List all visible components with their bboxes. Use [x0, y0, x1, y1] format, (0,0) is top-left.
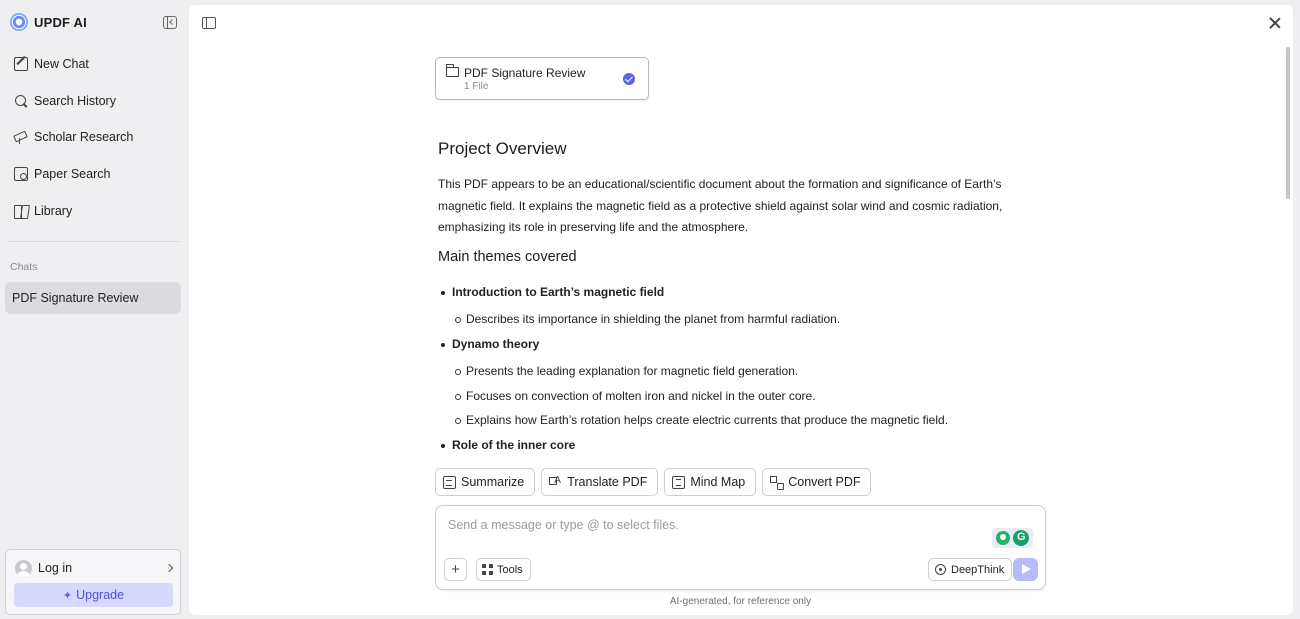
list-item: Introduction to Earth’s magnetic field — [452, 285, 665, 299]
tool-label: Translate PDF — [567, 475, 648, 489]
upgrade-button[interactable] — [14, 583, 173, 607]
convert-pdf-button[interactable] — [762, 468, 871, 496]
disclaimer: AI-generated, for reference only — [669, 596, 812, 607]
summarize-button[interactable] — [435, 468, 535, 496]
list-item: Explains how Earth’s rotation helps create electric currents that produce the magnetic field. — [466, 413, 949, 427]
login-button[interactable] — [15, 559, 172, 577]
convert-icon — [770, 476, 783, 489]
file-card-title: PDF Signature Review — [464, 66, 586, 80]
chat-item-active[interactable]: PDF Signature Review — [5, 282, 181, 314]
grammarly-icon[interactable] — [1013, 530, 1029, 546]
sidebar-item-scholar-research[interactable] — [14, 126, 133, 148]
message-composer — [435, 505, 1046, 590]
list-item: Presents the leading explanation for magnetic field generation. — [466, 364, 799, 378]
list-item: Dynamo theory — [452, 337, 540, 351]
collapse-sidebar-icon[interactable] — [163, 16, 177, 29]
scrollbar-thumb[interactable] — [1286, 47, 1290, 199]
file-card-count: 1 File — [464, 81, 489, 92]
plus-icon: + — [451, 561, 460, 578]
folder-icon — [446, 67, 459, 77]
atom-icon — [935, 564, 946, 575]
chat-panel — [189, 5, 1293, 615]
sidebar-item-search-history[interactable] — [14, 90, 116, 112]
attach-button[interactable] — [444, 558, 467, 581]
check-circle-icon — [623, 73, 635, 85]
sidebar-item-label: Library — [34, 204, 73, 218]
response-heading: Project Overview — [438, 139, 567, 158]
message-input[interactable] — [448, 518, 968, 532]
send-button[interactable] — [1013, 558, 1038, 581]
tool-label: Convert PDF — [788, 475, 861, 489]
response-subheading: Main themes covered — [438, 249, 577, 265]
sidebar-item-label: Paper Search — [34, 167, 111, 181]
grid-icon — [482, 564, 493, 575]
sidebar-item-paper-search[interactable] — [14, 163, 110, 185]
toggle-panel-icon[interactable] — [202, 17, 216, 29]
extension-icons[interactable] — [992, 528, 1033, 548]
brand-name: UPDF AI — [34, 14, 87, 30]
translate-pdf-button[interactable] — [541, 468, 658, 496]
library-icon — [14, 204, 28, 218]
upgrade-label: Upgrade — [76, 588, 125, 602]
avatar-icon — [15, 560, 32, 577]
close-icon[interactable] — [1268, 16, 1282, 30]
new-chat-icon — [14, 57, 28, 71]
search-icon — [14, 94, 28, 108]
paper-search-icon — [14, 167, 28, 181]
tool-label: Mind Map — [690, 475, 746, 489]
list-item: Focuses on convection of molten iron and nickel in the outer core. — [466, 389, 816, 403]
login-label: Log in — [38, 561, 73, 575]
chevron-right-icon — [165, 564, 173, 572]
sidebar-item-library[interactable] — [14, 200, 72, 222]
deepthink-label: DeepThink — [951, 563, 1005, 576]
sidebar-divider — [8, 241, 179, 242]
telescope-icon — [14, 130, 28, 144]
deepthink-button[interactable] — [928, 558, 1012, 581]
list-item: Role of the inner core — [452, 438, 576, 452]
mind-map-icon — [672, 476, 685, 489]
sidebar — [0, 0, 188, 619]
mind-map-button[interactable] — [664, 468, 756, 496]
sidebar-item-new-chat[interactable] — [14, 53, 89, 75]
quick-tools — [435, 468, 871, 496]
sparkle-icon: ✦ — [62, 589, 73, 602]
response-paragraph: This PDF appears to be an educational/scientific document about the formation and significance of Earth’s magnetic field. It explains the magnetic field as a protective shield against solar wind and cosmic radiation, emphasizing its role in preserving life and the atmosphere. — [438, 177, 1003, 234]
sidebar-item-label: Search History — [34, 94, 116, 108]
updf-logo-icon — [10, 13, 28, 31]
sidebar-item-label: New Chat — [34, 57, 89, 71]
bulb-extension-icon[interactable] — [996, 531, 1010, 545]
tools-label: Tools — [497, 563, 523, 576]
attached-file-card[interactable] — [435, 57, 649, 100]
login-card — [5, 549, 181, 615]
summarize-icon — [443, 476, 456, 489]
tool-label: Summarize — [461, 475, 525, 489]
chats-heading: Chats — [10, 261, 38, 273]
sidebar-item-label: Scholar Research — [34, 130, 134, 144]
tools-button[interactable] — [476, 558, 531, 581]
translate-icon — [549, 476, 562, 489]
list-item: Describes its importance in shielding the planet from harmful radiation. — [466, 312, 841, 326]
brand[interactable] — [10, 13, 87, 31]
